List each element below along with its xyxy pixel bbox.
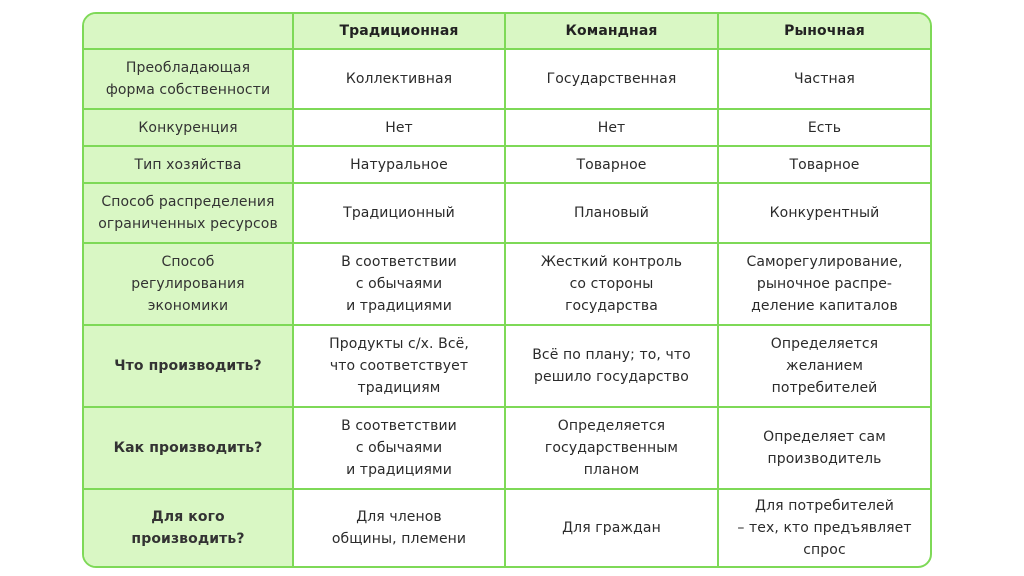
row-header: Тип хозяйства: [84, 147, 294, 184]
column-header-command: Командная: [506, 14, 719, 50]
table-cell: В соответствии с обычаями и традициями: [294, 244, 506, 326]
table-cell: Плановый: [506, 184, 719, 244]
table-cell: Натуральное: [294, 147, 506, 184]
row-header: Способ распределения ограниченных ресурсов: [84, 184, 294, 244]
table-cell: Коллективная: [294, 50, 506, 110]
table-cell: Нет: [294, 110, 506, 147]
table-grid: [84, 14, 930, 566]
table-cell: Для членов общины, племени: [294, 490, 506, 566]
table-cell: Для потребителей – тех, кто предъявляет спрос: [737, 498, 912, 558]
column-header-traditional: Традиционная: [294, 14, 506, 50]
table-cell: Товарное: [719, 147, 930, 184]
table-cell: Определяет сам производитель: [719, 408, 930, 490]
table-cell: Нет: [506, 110, 719, 147]
table-cell: Государственная: [506, 50, 719, 110]
table-cell: Товарное: [506, 147, 719, 184]
row-header: Что производить?: [84, 326, 294, 408]
table-cell: Жесткий контроль со стороны государства: [506, 244, 719, 326]
table-cell: Частная: [719, 50, 930, 110]
table-cell: Саморегулирование, рыночное распре- деление капиталов: [719, 244, 930, 326]
table-cell: Для граждан: [506, 490, 719, 566]
table-cell: Всё по плану; то, что решило государство: [506, 326, 719, 408]
row-header: Конкуренция: [84, 110, 294, 147]
corner-cell: [84, 14, 294, 50]
row-header: Способ регулирования экономики: [84, 244, 294, 326]
row-header: Как производить?: [84, 408, 294, 490]
column-header-market: Рыночная: [719, 14, 930, 50]
table-cell: Определяется государственным планом: [506, 408, 719, 490]
table-cell: Продукты с/х. Всё, что соответствует традициям: [294, 326, 506, 408]
table-cell: В соответствии с обычаями и традициями: [294, 408, 506, 490]
table-cell: Традиционный: [294, 184, 506, 244]
row-header: Преобладающая форма собственности: [84, 50, 294, 110]
table-cell: Конкурентный: [719, 184, 930, 244]
table-cell: Определяется желанием потребителей: [719, 326, 930, 408]
economic-systems-table: [82, 12, 932, 568]
row-header: Для кого производить?: [84, 490, 294, 566]
table-cell: Есть: [719, 110, 930, 147]
